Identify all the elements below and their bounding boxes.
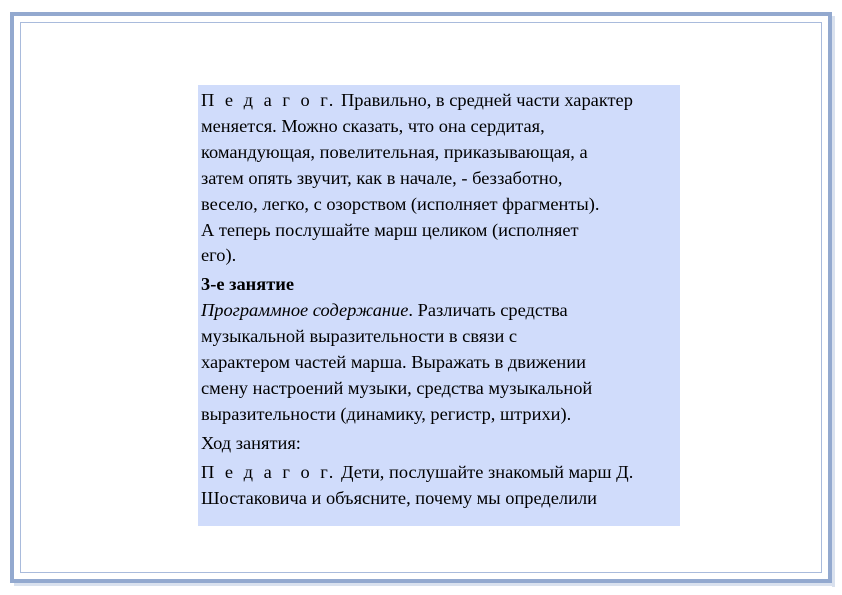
paragraph-teacher-1	[201, 88, 677, 269]
text-line: характером частей марша. Выражать в движении	[201, 352, 586, 373]
text-line: Ход занятия:	[201, 432, 301, 453]
text-line: весело, легко, с озорством (исполняет фрагменты).	[201, 193, 600, 214]
program-label: Программное содержание	[201, 300, 409, 321]
lesson-block	[201, 272, 677, 427]
frame-shadow	[832, 16, 835, 587]
text-line: смену настроений музыки, средства музыкальной	[201, 377, 593, 398]
course-label	[201, 431, 677, 457]
text-line: Правильно, в средней части характер	[340, 90, 633, 110]
speaker-label: П е д а г о г.	[201, 90, 337, 110]
text-line: затем опять звучит, как в начале, - беззаботно,	[201, 167, 563, 188]
text-line: Шостаковича и объясните, почему мы определили	[201, 487, 597, 508]
frame-shadow	[14, 583, 835, 586]
text-box	[198, 85, 680, 526]
text-line: Дети, послушайте знакомый марш Д.	[340, 461, 634, 482]
speaker-label: П е д а г о г.	[201, 461, 337, 482]
text-line: его).	[201, 245, 237, 266]
lesson-heading: 3-е занятие	[201, 274, 295, 295]
text-line: музыкальной выразительности в связи с	[201, 326, 518, 347]
paragraph-teacher-2	[201, 460, 677, 512]
text-line: А теперь послушайте марш целиком (исполняет	[201, 219, 579, 240]
text-line: выразительности (динамику, регистр, штрихи).	[201, 403, 572, 424]
text-line: . Различать средства	[408, 300, 568, 321]
text-line: меняется. Можно сказать, что она сердитая,	[201, 115, 545, 136]
text-line: командующая, повелительная, приказывающая, а	[201, 141, 588, 162]
